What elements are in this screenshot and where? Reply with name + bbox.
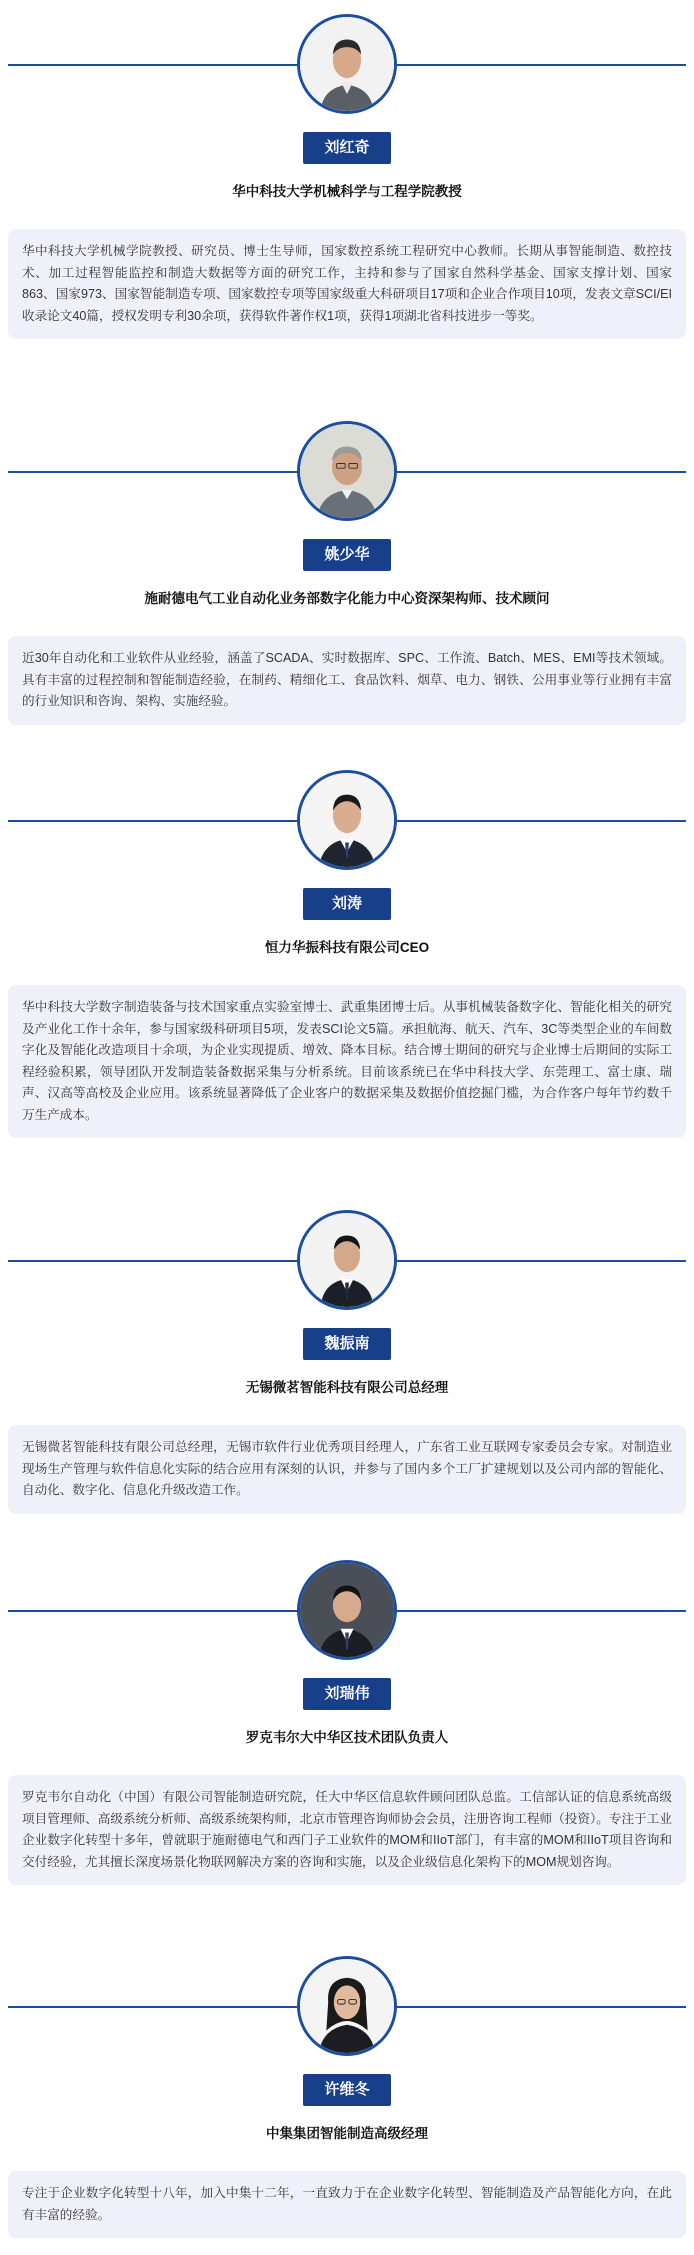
avatar-row [0, 421, 694, 531]
avatar [297, 421, 397, 521]
avatar-row [0, 14, 694, 124]
divider-line [8, 64, 298, 66]
avatar [297, 770, 397, 870]
avatar [297, 1560, 397, 1660]
divider-line [396, 64, 686, 66]
divider-line [396, 1610, 686, 1612]
speaker-name: 许维冬 [303, 2074, 391, 2106]
person-portrait-icon [300, 1959, 394, 2053]
avatar-row [0, 1560, 694, 1670]
speaker-title: 恒力华振科技有限公司CEO [264, 940, 430, 955]
person-portrait-icon [300, 424, 394, 518]
avatar-row [0, 1956, 694, 2066]
speaker-name: 姚少华 [303, 539, 391, 571]
divider-line [396, 2006, 686, 2008]
divider-line [8, 1260, 298, 1262]
divider-line [396, 1260, 686, 1262]
speaker-title: 无锡微茗智能科技有限公司总经理 [245, 1380, 449, 1395]
divider-line [8, 471, 298, 473]
speaker-bio: 无锡微茗智能科技有限公司总经理，无锡市软件行业优秀项目经理人，广东省工业互联网专家委员会专家。对制造业现场生产管理与软件信息化实际的结合应用有深刻的认识，并参与了国内多个工厂扩建规划以及公司内部的智能化、自动化、数字化、信息化升级改造工作。 [8, 1425, 686, 1514]
divider-line [8, 820, 298, 822]
speaker-title: 中集集团智能制造高级经理 [266, 2126, 428, 2141]
person-portrait-icon [300, 773, 394, 867]
avatar [297, 1956, 397, 2056]
speaker-bio: 华中科技大学机械学院教授、研究员、博士生导师，国家数控系统工程研究中心教师。长期从事智能制造、数控技术、加工过程智能监控和制造大数据等方面的研究工作，主持和参与了国家自然科学基金、国家支撑计划、国家863、国家973、国家智能制造专项、国家数控专项等国家级重大科研项目17项和企业合作项目10项，发表文章SCI/EI 收录论文40篇，授权发明专利30余项，获得软件著作权1项，获得1项湖北省科技进步一等奖。 [8, 229, 686, 339]
person-portrait-icon [300, 1563, 394, 1657]
speaker-name: 刘红奇 [303, 132, 391, 164]
speaker-title: 罗克韦尔大中华区技术团队负责人 [245, 1730, 449, 1745]
speaker-bio: 近30年自动化和工业软件从业经验，涵盖了SCADA、实时数据库、SPC、工作流、Batch、MES、EMI等技术领域。具有丰富的过程控制和智能制造经验，在制药、精细化工、食品饮料、烟草、电力、钢铁、公用事业等行业拥有丰富的行业知识和咨询、架构、实施经验。 [8, 636, 686, 725]
avatar [297, 14, 397, 114]
speaker-bio: 罗克韦尔自动化（中国）有限公司智能制造研究院，任大中华区信息软件顾问团队总监。工信部认证的信息系统高级项目管理师、高级系统分析师、高级系统架构师，北京市管理咨询师协会会员，注册咨询工程师（投资）。专注于工业企业数字化转型十多年，曾就职于施耐德电气和西门子工业软件的MOM和IIoT部门，有丰富的MOM和IIoT项目咨询和交付经验，尤其擅长深度场景化物联网解决方案的咨询和实施，以及企业级信息化架构下的MOM规划咨询。 [8, 1775, 686, 1885]
person-portrait-icon [300, 1213, 394, 1307]
speaker-name: 魏振南 [303, 1328, 391, 1360]
person-portrait-icon [300, 17, 394, 111]
divider-line [8, 2006, 298, 2008]
avatar-row [0, 770, 694, 880]
speaker-name: 刘涛 [303, 888, 391, 920]
avatar-row [0, 1210, 694, 1320]
speaker-title: 施耐德电气工业自动化业务部数字化能力中心资深架构师、技术顾问 [144, 591, 550, 606]
speaker-bio: 华中科技大学数字制造装备与技术国家重点实验室博士、武重集团博士后。从事机械装备数字化、智能化相关的研究及产业化工作十余年，参与国家级科研项目5项，发表SCI论文5篇。承担航海、航天、汽车、3C等类型企业的车间数字化及智能化改造项目十余项，为企业实现提质、增效、降本目标。结合博士期间的研究与企业博士后期间的实际工程经验积累，领导团队开发制造装备数据采集与分析系统。目前该系统已在华中科技大学、东莞理工、富士康、瑞声、汉高等高校及企业应用。该系统显著降低了企业客户的数据采集及数据价值挖掘门槛，为合作客户每年节约数千万生产成本。 [8, 985, 686, 1138]
divider-line [396, 820, 686, 822]
avatar [297, 1210, 397, 1310]
speaker-title: 华中科技大学机械科学与工程学院教授 [232, 184, 462, 199]
speaker-name: 刘瑞伟 [303, 1678, 391, 1710]
divider-line [396, 471, 686, 473]
speaker-bio: 专注于企业数字化转型十八年，加入中集十二年，一直致力于在企业数字化转型、智能制造及产品智能化方向，在此有丰富的经验。 [8, 2171, 686, 2238]
divider-line [8, 1610, 298, 1612]
